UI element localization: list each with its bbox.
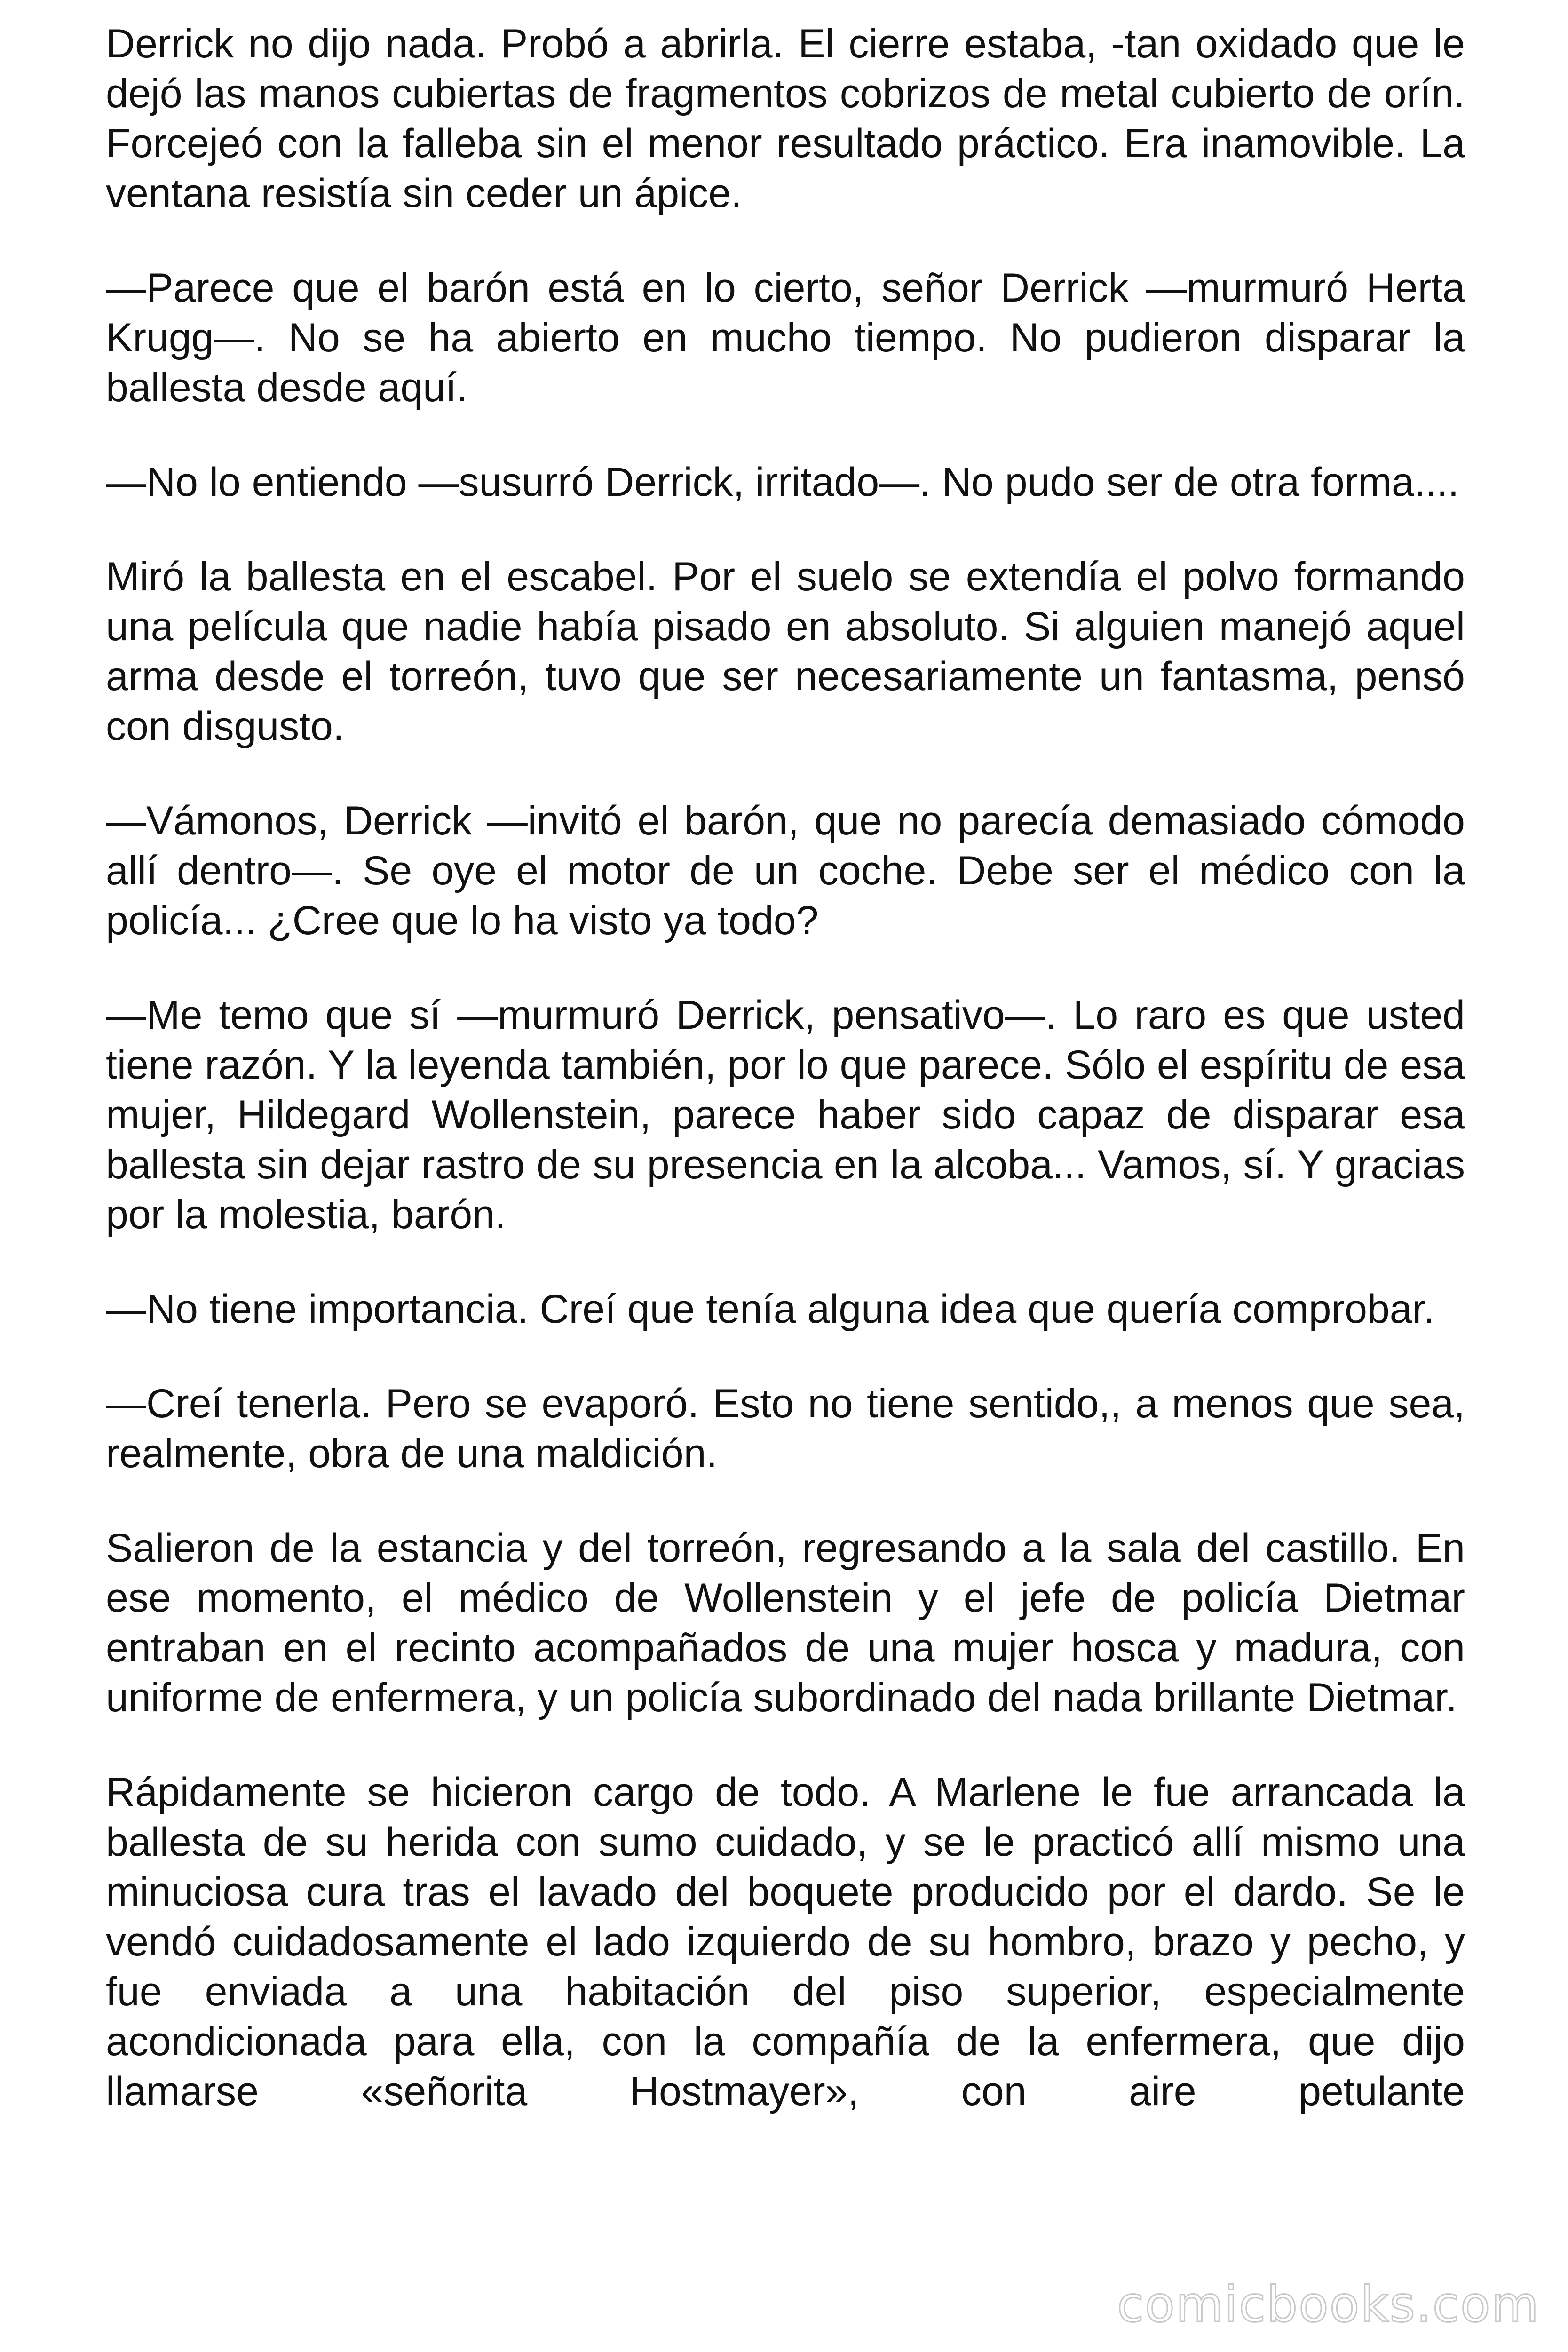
watermark: comicbooks.com — [1117, 2276, 1540, 2333]
paragraph: —No lo entiendo —susurró Derrick, irritado—. No pudo ser de otra forma.... — [106, 460, 1459, 505]
paragraph: Derrick no dijo nada. Probó a abrirla. El cierre estaba, -tan oxidado que le dejó las manos cubiertas de fragmentos cobrizos de metal cubierto de orín. Forcejeó con la falleba sin el menor resultado práctico. Era inamovible. La ventana resistía sin ceder un ápice. — [106, 21, 1465, 216]
paragraph: Rápidamente se hicieron cargo de todo. A Marlene le fue arrancada la ballesta de su herida con sumo cuidado, y se le practicó allí mismo una minuciosa cura tras el lavado del boquete producido por el dardo. Se le vendó cuidadosamente el lado izquierdo de su hombro, brazo y pecho, y fue enviada a una habitación del piso superior, especialmente acondicionada para ella, con la compañía de la enfermera, que dijo llamarse «señorita Hostmayer», con aire petulante — [106, 1770, 1465, 2114]
paragraph: —Me temo que sí —murmuró Derrick, pensativo—. Lo raro es que usted tiene razón. Y la leyenda también, por lo que parece. Sólo el espíritu de esa mujer, Hildegard Wollenstein, parece haber sido capaz de disparar esa ballesta sin dejar rastro de su presencia en la alcoba... Vamos, sí. Y gracias por la molestia, barón. — [106, 993, 1465, 1237]
paragraph: —Creí tenerla. Pero se evaporó. Esto no tiene sentido,, a menos que sea, realmente, obra de una maldición. — [106, 1381, 1465, 1476]
paragraph: —Parece que el barón está en lo cierto, señor Derrick —murmuró Herta Krugg—. No se ha abierto en mucho tiempo. No pudieron disparar la ballesta desde aquí. — [106, 265, 1465, 410]
paragraph: —No tiene importancia. Creí que tenía alguna idea que quería comprobar. — [106, 1287, 1435, 1332]
paragraph: Miró la ballesta en el escabel. Por el suelo se extendía el polvo formando una película que nadie había pisado en absoluto. Si alguien manejó aquel arma desde el torreón, tuvo que ser necesariamente un fantasma, pensó con disgusto. — [106, 554, 1465, 749]
paragraph: —Vámonos, Derrick —invitó el barón, que no parecía demasiado cómodo allí dentro—. Se oye el motor de un coche. Debe ser el médico con la policía... ¿Cree que lo ha visto ya todo? — [106, 798, 1465, 943]
paragraph: Salieron de la estancia y del torreón, regresando a la sala del castillo. En ese momento, el médico de Wollenstein y el jefe de policía Dietmar entraban en el recinto acompañados de una mujer hosca y madura, con uniforme de enfermera, y un policía subordinado del nada brillante Dietmar. — [106, 1526, 1465, 1720]
body-text — [106, 19, 1465, 2116]
